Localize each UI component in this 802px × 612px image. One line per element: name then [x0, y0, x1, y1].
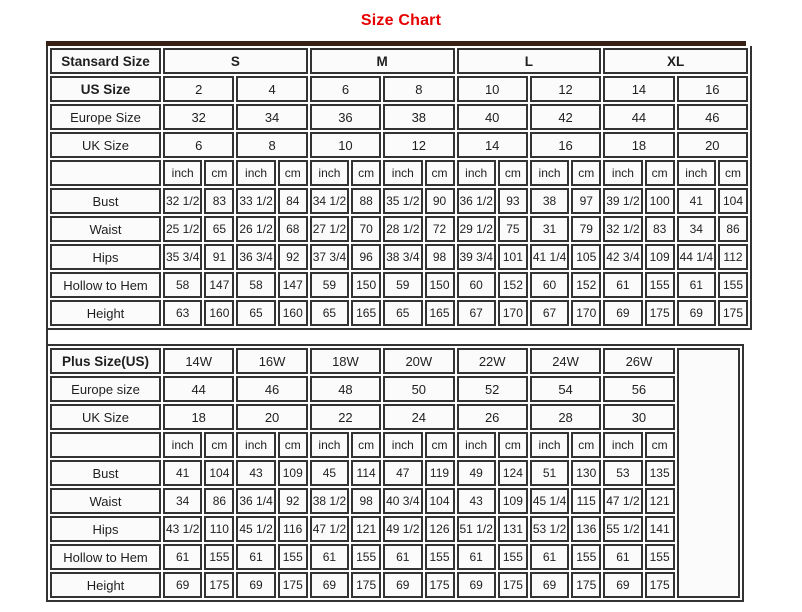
row-label-cell: Plus Size(US): [50, 348, 161, 374]
value-cell: 34: [677, 216, 716, 242]
value-cell: 170: [498, 300, 528, 326]
value-cell: 131: [498, 516, 528, 542]
size-header-cell: 18W: [310, 348, 381, 374]
unit-cell: inch: [603, 432, 642, 458]
value-cell: 175: [645, 300, 675, 326]
unit-cell: inch: [236, 432, 275, 458]
row-label-cell: UK Size: [50, 132, 161, 158]
unit-cell: inch: [530, 432, 569, 458]
units-row: [50, 160, 748, 186]
value-cell: 155: [278, 544, 308, 570]
bust-row: [50, 188, 748, 214]
value-cell: 135: [645, 460, 675, 486]
value-cell: 25 1/2: [163, 216, 202, 242]
size-header-cell: L: [457, 48, 602, 74]
value-cell: 43 1/2: [163, 516, 202, 542]
value-cell: 16: [677, 76, 748, 102]
unit-cell: cm: [645, 432, 675, 458]
value-cell: 10: [310, 132, 381, 158]
value-cell: 101: [498, 244, 528, 270]
value-cell: 83: [204, 188, 234, 214]
value-cell: 22: [310, 404, 381, 430]
value-cell: 119: [425, 460, 455, 486]
blank-label-cell: [50, 432, 161, 458]
value-cell: 24: [383, 404, 454, 430]
row-label-cell: Europe Size: [50, 104, 161, 130]
unit-cell: cm: [204, 160, 234, 186]
value-cell: 175: [571, 572, 601, 598]
unit-cell: cm: [498, 160, 528, 186]
value-cell: 98: [351, 488, 381, 514]
value-cell: 75: [498, 216, 528, 242]
value-cell: 114: [351, 460, 381, 486]
value-cell: 35 3/4: [163, 244, 202, 270]
unit-cell: inch: [530, 160, 569, 186]
value-cell: 109: [278, 460, 308, 486]
value-cell: 124: [498, 460, 528, 486]
unit-cell: cm: [425, 160, 455, 186]
value-cell: 47 1/2: [310, 516, 349, 542]
value-cell: 43: [457, 488, 496, 514]
size-header-cell: M: [310, 48, 455, 74]
row-label-cell: Height: [50, 300, 161, 326]
value-cell: 60: [530, 272, 569, 298]
value-cell: 136: [571, 516, 601, 542]
value-cell: 41 1/4: [530, 244, 569, 270]
value-cell: 96: [351, 244, 381, 270]
value-cell: 152: [498, 272, 528, 298]
value-cell: 170: [571, 300, 601, 326]
value-cell: 18: [603, 132, 674, 158]
size-header-cell: XL: [603, 48, 748, 74]
value-cell: 86: [718, 216, 748, 242]
empty-cell: [677, 348, 740, 598]
value-cell: 44: [603, 104, 674, 130]
value-cell: 98: [425, 244, 455, 270]
size-header-cell: 26W: [603, 348, 674, 374]
value-cell: 43: [236, 460, 275, 486]
unit-cell: cm: [645, 160, 675, 186]
value-cell: 33 1/2: [236, 188, 275, 214]
value-cell: 38 3/4: [383, 244, 422, 270]
unit-cell: inch: [457, 160, 496, 186]
value-cell: 34 1/2: [310, 188, 349, 214]
value-cell: 61: [310, 544, 349, 570]
units-row: [50, 432, 740, 458]
value-cell: 175: [425, 572, 455, 598]
value-cell: 91: [204, 244, 234, 270]
value-cell: 41: [163, 460, 202, 486]
uk-size-row: [50, 132, 748, 158]
value-cell: 51: [530, 460, 569, 486]
value-cell: 69: [603, 300, 642, 326]
value-cell: 160: [278, 300, 308, 326]
value-cell: 100: [645, 188, 675, 214]
value-cell: 42: [530, 104, 601, 130]
value-cell: 92: [278, 488, 308, 514]
value-cell: 32: [163, 104, 234, 130]
value-cell: 31: [530, 216, 569, 242]
unit-cell: inch: [383, 160, 422, 186]
value-cell: 36: [310, 104, 381, 130]
value-cell: 49 1/2: [383, 516, 422, 542]
value-cell: 97: [571, 188, 601, 214]
value-cell: 60: [457, 272, 496, 298]
hips-row: [50, 244, 748, 270]
value-cell: 45: [310, 460, 349, 486]
row-label-cell: Bust: [50, 188, 161, 214]
value-cell: 69: [383, 572, 422, 598]
value-cell: 40 3/4: [383, 488, 422, 514]
value-cell: 83: [645, 216, 675, 242]
value-cell: 155: [351, 544, 381, 570]
europe-size-row: [50, 104, 748, 130]
value-cell: 155: [645, 272, 675, 298]
value-cell: 175: [204, 572, 234, 598]
unit-cell: inch: [310, 160, 349, 186]
unit-cell: inch: [603, 160, 642, 186]
value-cell: 61: [603, 272, 642, 298]
height-row: [50, 300, 748, 326]
value-cell: 36 1/2: [457, 188, 496, 214]
value-cell: 44 1/4: [677, 244, 716, 270]
value-cell: 61: [163, 544, 202, 570]
value-cell: 155: [425, 544, 455, 570]
value-cell: 34: [236, 104, 307, 130]
value-cell: 115: [571, 488, 601, 514]
value-cell: 29 1/2: [457, 216, 496, 242]
uk-size-row: [50, 404, 740, 430]
height-row: [50, 572, 740, 598]
value-cell: 20: [677, 132, 748, 158]
value-cell: 58: [236, 272, 275, 298]
value-cell: 28: [530, 404, 601, 430]
value-cell: 39 3/4: [457, 244, 496, 270]
row-label-cell: Europe size: [50, 376, 161, 402]
value-cell: 130: [571, 460, 601, 486]
size-header-cell: 20W: [383, 348, 454, 374]
unit-cell: cm: [351, 432, 381, 458]
value-cell: 155: [204, 544, 234, 570]
value-cell: 38: [530, 188, 569, 214]
value-cell: 69: [457, 572, 496, 598]
row-label-cell: Hips: [50, 244, 161, 270]
unit-cell: inch: [236, 160, 275, 186]
value-cell: 67: [457, 300, 496, 326]
value-cell: 152: [571, 272, 601, 298]
value-cell: 59: [383, 272, 422, 298]
value-cell: 86: [204, 488, 234, 514]
value-cell: 48: [310, 376, 381, 402]
value-cell: 8: [236, 132, 307, 158]
value-cell: 175: [645, 572, 675, 598]
value-cell: 65: [383, 300, 422, 326]
unit-cell: cm: [571, 432, 601, 458]
value-cell: 45 1/4: [530, 488, 569, 514]
value-cell: 105: [571, 244, 601, 270]
value-cell: 36 1/4: [236, 488, 275, 514]
value-cell: 175: [718, 300, 748, 326]
value-cell: 175: [498, 572, 528, 598]
row-label-cell: Waist: [50, 216, 161, 242]
unit-cell: inch: [163, 432, 202, 458]
hollow-to-hem-row: [50, 272, 748, 298]
row-label-cell: Hollow to Hem: [50, 544, 161, 570]
unit-cell: inch: [383, 432, 422, 458]
value-cell: 155: [498, 544, 528, 570]
unit-cell: inch: [310, 432, 349, 458]
value-cell: 69: [163, 572, 202, 598]
value-cell: 51 1/2: [457, 516, 496, 542]
value-cell: 147: [278, 272, 308, 298]
value-cell: 110: [204, 516, 234, 542]
value-cell: 175: [278, 572, 308, 598]
row-label-cell: Stansard Size: [50, 48, 161, 74]
value-cell: 61: [383, 544, 422, 570]
row-label-cell: UK Size: [50, 404, 161, 430]
value-cell: 46: [677, 104, 748, 130]
value-cell: 61: [236, 544, 275, 570]
value-cell: 155: [718, 272, 748, 298]
plus-size-table: [46, 344, 744, 602]
europe-size-row: [50, 376, 740, 402]
unit-cell: cm: [498, 432, 528, 458]
value-cell: 14: [457, 132, 528, 158]
value-cell: 69: [603, 572, 642, 598]
value-cell: 44: [163, 376, 234, 402]
row-label-cell: Hollow to Hem: [50, 272, 161, 298]
value-cell: 165: [351, 300, 381, 326]
value-cell: 36 3/4: [236, 244, 275, 270]
unit-cell: cm: [571, 160, 601, 186]
value-cell: 121: [351, 516, 381, 542]
value-cell: 61: [530, 544, 569, 570]
value-cell: 69: [236, 572, 275, 598]
value-cell: 109: [498, 488, 528, 514]
value-cell: 6: [163, 132, 234, 158]
unit-cell: inch: [457, 432, 496, 458]
value-cell: 150: [425, 272, 455, 298]
value-cell: 141: [645, 516, 675, 542]
value-cell: 68: [278, 216, 308, 242]
value-cell: 155: [571, 544, 601, 570]
size-header-row: [50, 48, 748, 74]
row-label-cell: Waist: [50, 488, 161, 514]
unit-cell: inch: [677, 160, 716, 186]
us-size-row: [50, 76, 748, 102]
value-cell: 35 1/2: [383, 188, 422, 214]
value-cell: 90: [425, 188, 455, 214]
value-cell: 126: [425, 516, 455, 542]
value-cell: 69: [677, 300, 716, 326]
value-cell: 47 1/2: [603, 488, 642, 514]
value-cell: 155: [645, 544, 675, 570]
value-cell: 53: [603, 460, 642, 486]
size-header-cell: 16W: [236, 348, 307, 374]
value-cell: 49: [457, 460, 496, 486]
value-cell: 69: [310, 572, 349, 598]
blank-label-cell: [50, 160, 161, 186]
value-cell: 65: [204, 216, 234, 242]
value-cell: 65: [310, 300, 349, 326]
bust-row: [50, 460, 740, 486]
value-cell: 45 1/2: [236, 516, 275, 542]
value-cell: 165: [425, 300, 455, 326]
hips-row: [50, 516, 740, 542]
page-title: Size Chart: [360, 12, 442, 29]
value-cell: 121: [645, 488, 675, 514]
value-cell: 112: [718, 244, 748, 270]
value-cell: 93: [498, 188, 528, 214]
value-cell: 41: [677, 188, 716, 214]
value-cell: 12: [383, 132, 454, 158]
row-label-cell: Hips: [50, 516, 161, 542]
waist-row: [50, 216, 748, 242]
unit-cell: cm: [351, 160, 381, 186]
size-header-row: [50, 348, 740, 374]
value-cell: 116: [278, 516, 308, 542]
value-cell: 26 1/2: [236, 216, 275, 242]
value-cell: 175: [351, 572, 381, 598]
value-cell: 2: [163, 76, 234, 102]
value-cell: 53 1/2: [530, 516, 569, 542]
value-cell: 54: [530, 376, 601, 402]
value-cell: 67: [530, 300, 569, 326]
value-cell: 20: [236, 404, 307, 430]
value-cell: 30: [603, 404, 674, 430]
value-cell: 150: [351, 272, 381, 298]
value-cell: 46: [236, 376, 307, 402]
value-cell: 16: [530, 132, 601, 158]
value-cell: 72: [425, 216, 455, 242]
value-cell: 37 3/4: [310, 244, 349, 270]
standard-size-table: [46, 46, 752, 330]
value-cell: 88: [351, 188, 381, 214]
value-cell: 12: [530, 76, 601, 102]
value-cell: 42 3/4: [603, 244, 642, 270]
value-cell: 32 1/2: [163, 188, 202, 214]
value-cell: 65: [236, 300, 275, 326]
value-cell: 69: [530, 572, 569, 598]
value-cell: 55 1/2: [603, 516, 642, 542]
value-cell: 79: [571, 216, 601, 242]
hollow-to-hem-row: [50, 544, 740, 570]
value-cell: 39 1/2: [603, 188, 642, 214]
value-cell: 8: [383, 76, 454, 102]
value-cell: 104: [718, 188, 748, 214]
value-cell: 26: [457, 404, 528, 430]
value-cell: 61: [603, 544, 642, 570]
value-cell: 147: [204, 272, 234, 298]
value-cell: 160: [204, 300, 234, 326]
value-cell: 4: [236, 76, 307, 102]
left-border-joint: [46, 330, 48, 345]
value-cell: 14: [603, 76, 674, 102]
unit-cell: cm: [278, 160, 308, 186]
unit-cell: cm: [718, 160, 748, 186]
value-cell: 61: [677, 272, 716, 298]
value-cell: 10: [457, 76, 528, 102]
size-header-cell: 24W: [530, 348, 601, 374]
value-cell: 109: [645, 244, 675, 270]
value-cell: 32 1/2: [603, 216, 642, 242]
value-cell: 104: [204, 460, 234, 486]
value-cell: 27 1/2: [310, 216, 349, 242]
row-label-cell: US Size: [50, 76, 161, 102]
unit-cell: cm: [278, 432, 308, 458]
value-cell: 61: [457, 544, 496, 570]
value-cell: 6: [310, 76, 381, 102]
size-header-cell: S: [163, 48, 308, 74]
unit-cell: cm: [204, 432, 234, 458]
value-cell: 34: [163, 488, 202, 514]
unit-cell: cm: [425, 432, 455, 458]
value-cell: 92: [278, 244, 308, 270]
value-cell: 38 1/2: [310, 488, 349, 514]
value-cell: 38: [383, 104, 454, 130]
row-label-cell: Height: [50, 572, 161, 598]
value-cell: 40: [457, 104, 528, 130]
size-header-cell: 22W: [457, 348, 528, 374]
value-cell: 56: [603, 376, 674, 402]
value-cell: 52: [457, 376, 528, 402]
value-cell: 104: [425, 488, 455, 514]
value-cell: 47: [383, 460, 422, 486]
value-cell: 28 1/2: [383, 216, 422, 242]
size-header-cell: 14W: [163, 348, 234, 374]
value-cell: 84: [278, 188, 308, 214]
value-cell: 63: [163, 300, 202, 326]
value-cell: 58: [163, 272, 202, 298]
unit-cell: inch: [163, 160, 202, 186]
value-cell: 18: [163, 404, 234, 430]
value-cell: 70: [351, 216, 381, 242]
waist-row: [50, 488, 740, 514]
row-label-cell: Bust: [50, 460, 161, 486]
value-cell: 59: [310, 272, 349, 298]
value-cell: 50: [383, 376, 454, 402]
